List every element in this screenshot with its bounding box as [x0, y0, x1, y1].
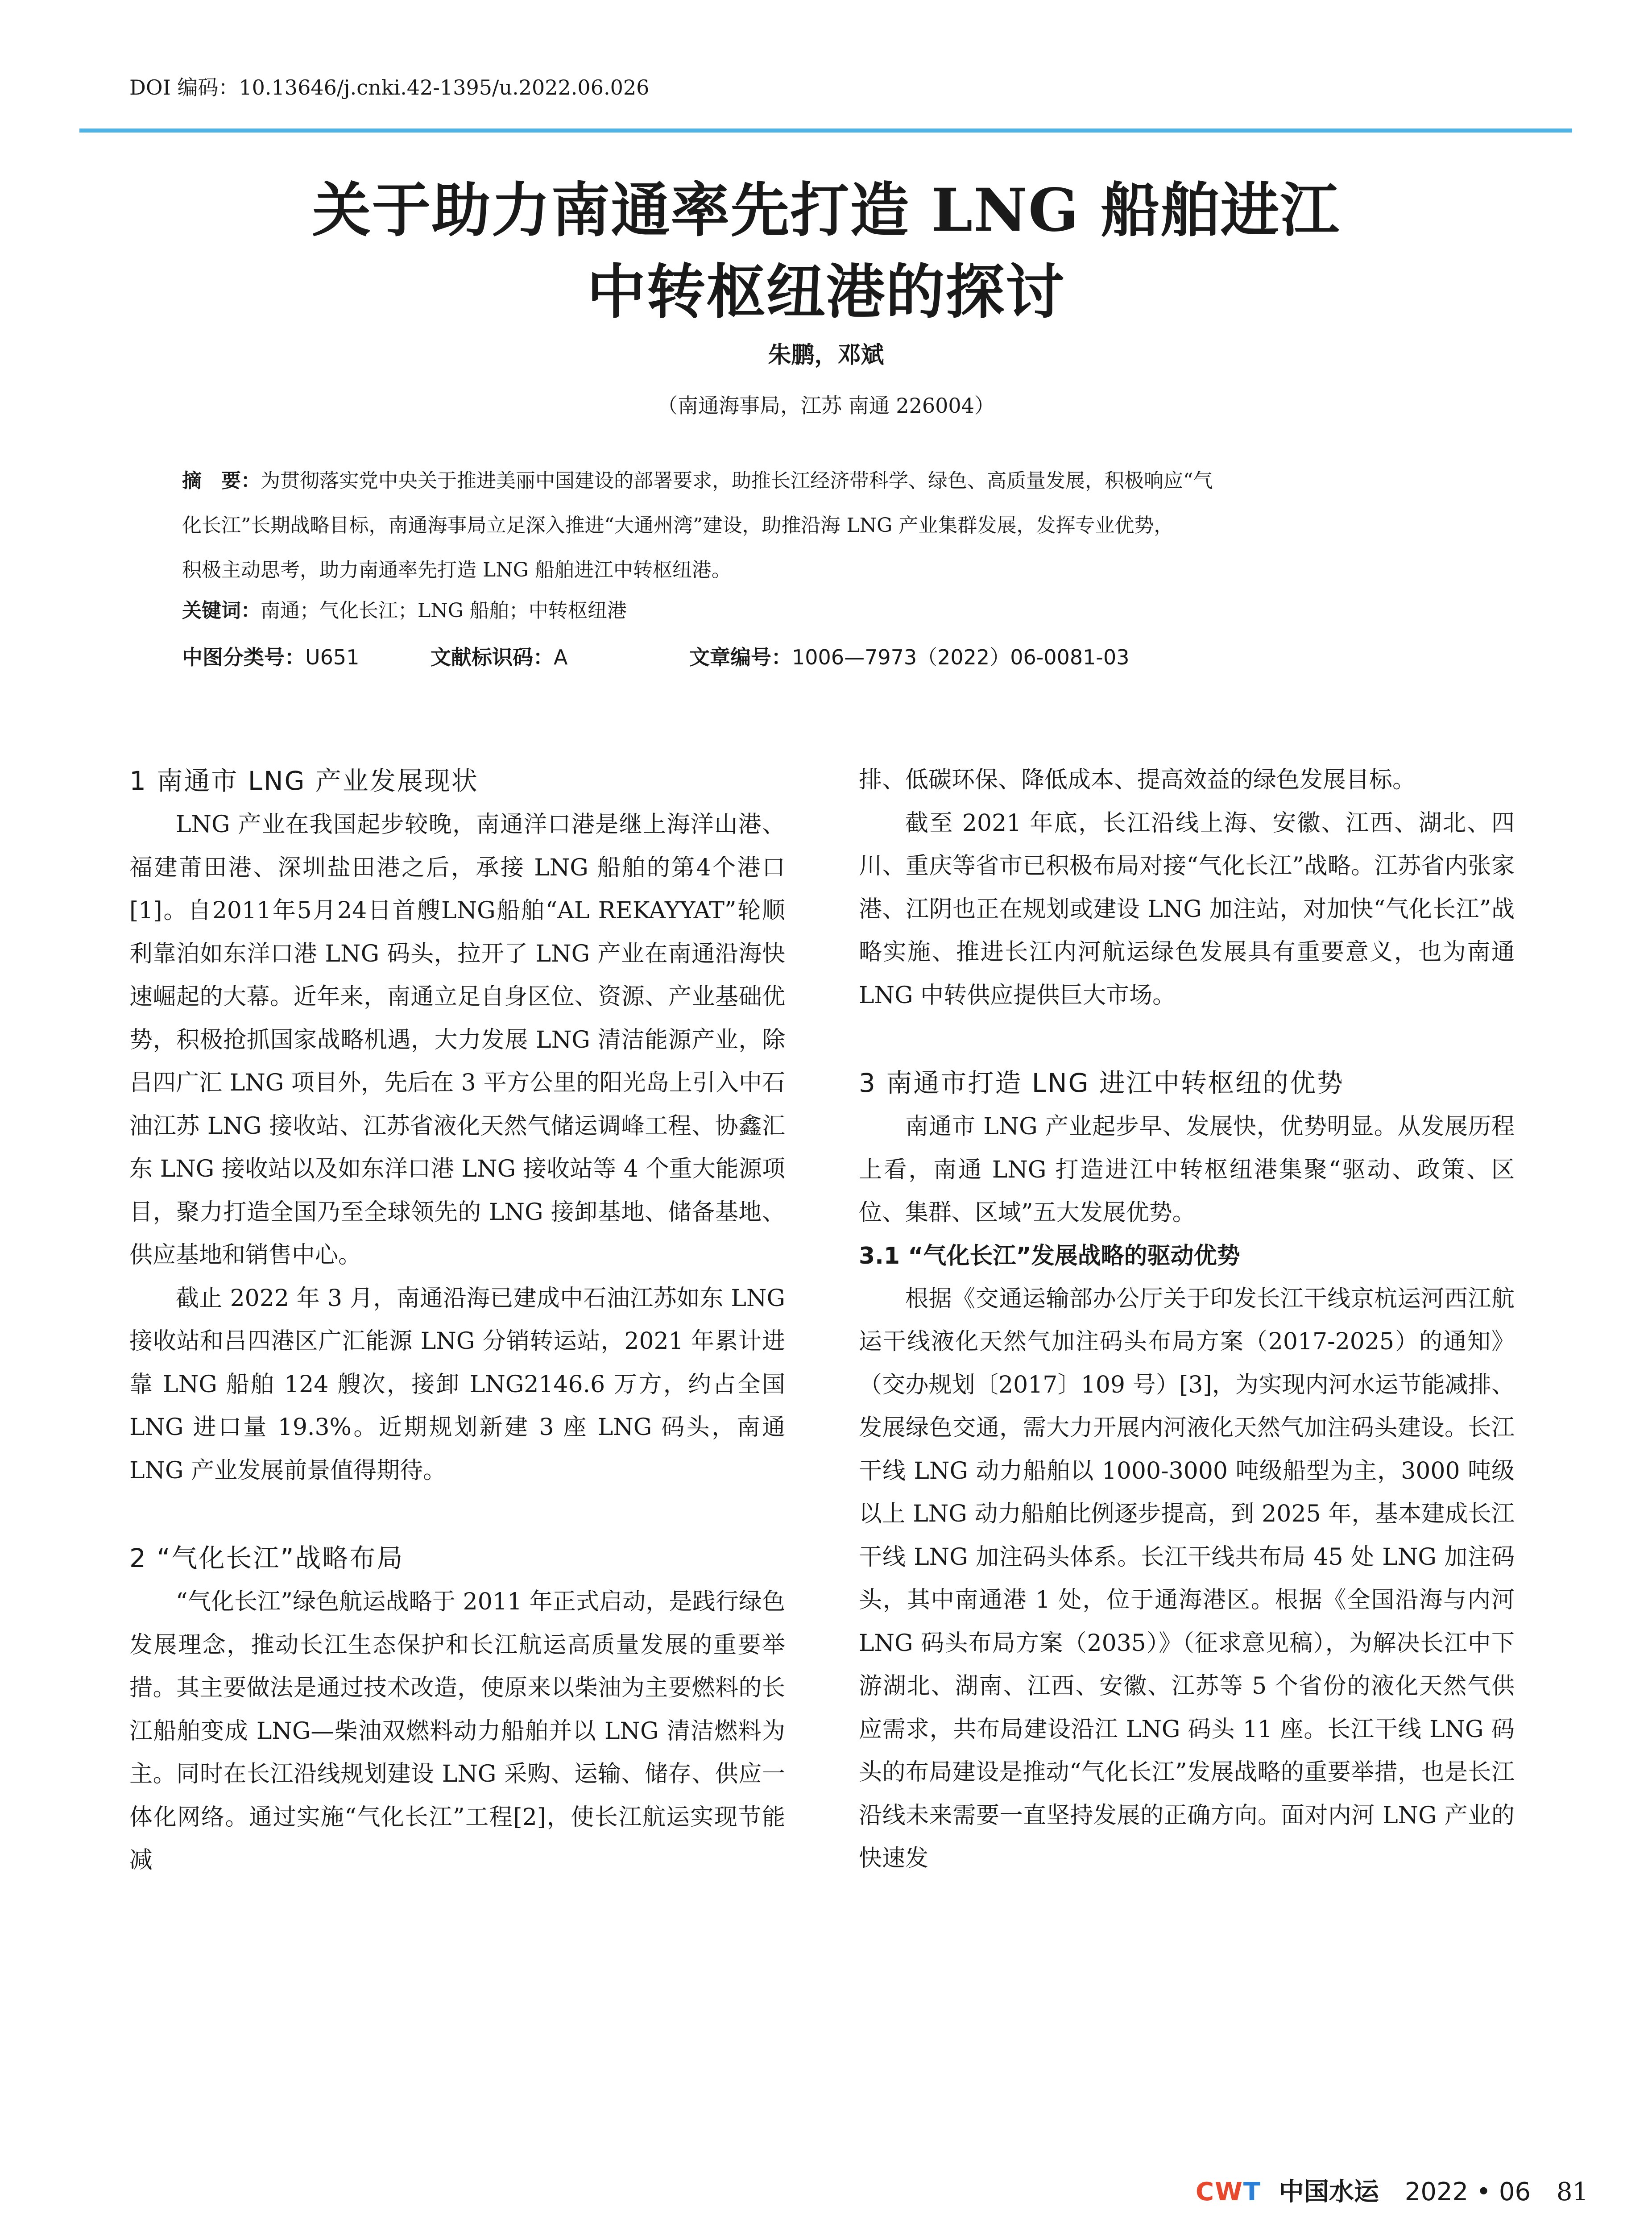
section-2-heading: 2 “气化长江”战略布局 [129, 1543, 404, 1573]
abstract-text-1: 为贯彻落实党中央关于推进美丽中国建设的部署要求，助推长江经济带科学、绿色、高质量发展，积极响应“气 [261, 469, 1213, 492]
abstract-label: 摘 要： [182, 469, 261, 492]
abstract-line2: 化长江”长期战略目标，南通海事局立足深入推进“大通州湾”建设，助推沿海 LNG 产业集群发展，发挥专业优势， [182, 514, 1174, 537]
clc-number: 中图分类号：U651 [182, 645, 360, 669]
affiliation: （南通海事局，江苏 南通 226004） [657, 394, 995, 418]
article-number: 文章编号：1006—7973（2022）06-0081-03 [689, 645, 1130, 669]
issue-number: 2022 • 06 [1404, 2177, 1531, 2206]
section-3-1-paragraph-1: 根据《交通运输部办公厅关于印发长江干线京杭运河西江航运干线液化天然气加注码头布局方案（2017-2025）的通知》（交办规划〔2017〕109 号）[3]，为实现内河水运节能减排、发展绿色交通，需大力开展内河液化天然气加注码头建设。长江干线 LNG 动力船舶以 1000-3000 吨级船型为主，3000 吨级以上 LNG 动力船舶比例逐步提高，到 2025 年，基本建成长江干线 LNG 加注码头体系。长江干线共布局 45 处 LNG 加注码头，其中南通港 1 处，位于通海港区。根据《全国沿海与内河 LNG 码头布局方案（2035）》（征求意见稿），为解决长江中下游湖北、湖南、江西、安徽、江苏等 5 个省份的液化天然气供应需求，共布局建设沿江 LNG 码头 11 座。长江干线 LNG 码头的布局建设是推动“气化长江”发展战略的重要举措，也是长江沿线未来需要一直坚持发展的正确方向。面对内河 LNG 产业的快速发 [859, 1285, 1515, 1872]
document-code: 文献标识码：A [431, 645, 568, 669]
section-3-paragraph-1: 南通市 LNG 产业起步早、发展快，优势明显。从发展历程上看，南通 LNG 打造进江中转枢纽港集聚“驱动、政策、区位、集群、区域”五大发展优势。 [859, 1113, 1515, 1226]
section-1-paragraph-2: 截止 2022 年 3 月，南通沿海已建成中石油江苏如东 LNG 接收站和吕四港区广汇能源 LNG 分销转运站，2021 年累计进靠 LNG 船舶 124 艘次，接卸 LNG2146.6 万方，约占全国 LNG 进口量 19.3%。近期规划新建 3 座 LNG 码头，南通 LNG 产业发展前景值得期待。 [129, 1285, 785, 1484]
page-number: 81 [1556, 2177, 1589, 2206]
doi-line: DOI 编码：10.13646/j.cnki.42-1395/u.2022.06.026 [129, 75, 650, 100]
section-2-continuation: 排、低碳环保、降低成本、提高效益的绿色发展目标。 [859, 767, 1416, 793]
paper-title-line1: 关于助力南通率先打造 LNG 船舶进江 [312, 176, 1340, 245]
header-rule [79, 129, 1572, 133]
abstract-line1 [182, 468, 1489, 494]
journal-name: 中国水运 [1279, 2177, 1379, 2206]
keywords-label: 关键词： [182, 599, 261, 622]
authors: 朱鹏，邓斌 [768, 342, 884, 369]
section-3-1-heading: 3.1 “气化长江”发展战略的驱动优势 [859, 1242, 1240, 1269]
section-3-heading: 3 南通市打造 LNG 进江中转枢纽的优势 [859, 1068, 1344, 1098]
keywords [182, 594, 627, 623]
section-2-paragraph-1: “气化长江”绿色航运战略于 2011 年正式启动，是践行绿色发展理念，推动长江生态保护和长江航运高质量发展的重要举措。其主要做法是通过技术改造，使原来以柴油为主要燃料的长江船舶变成 LNG—柴油双燃料动力船舶并以 LNG 清洁燃料为主。同时在长江沿线规划建设 LNG 采购、运输、储存、供应一体化网络。通过实施“气化长江”工程[2]，使长江航运实现节能减 [129, 1588, 785, 1874]
abstract-line3: 积极主动思考，助力南通率先打造 LNG 船舶进江中转枢纽港。 [182, 559, 731, 581]
keywords-text: 南通；气化长江；LNG 船舶；中转枢纽港 [261, 599, 627, 622]
section-1-heading: 1 南通市 LNG 产业发展现状 [129, 766, 479, 796]
section-1-paragraph-1: LNG 产业在我国起步较晚，南通洋口港是继上海洋山港、福建莆田港、深圳盐田港之后，承接 LNG 船舶的第4个港口[1]。自2011年5月24日首艘LNG船舶“AL REKAYYAT”轮顺利靠泊如东洋口港 LNG 码头，拉开了 LNG 产业在南通沿海快速崛起的大幕。近年来，南通立足自身区位、资源、产业基础优势，积极抢抓国家战略机遇，大力发展 LNG 清洁能源产业，除吕四广汇 LNG 项目外，先后在 3 平方公里的阳光岛上引入中石油江苏 LNG 接收站、江苏省液化天然气储运调峰工程、协鑫汇东 LNG 接收站以及如东洋口港 LNG 接收站等 4 个重大能源项目，聚力打造全国乃至全球领先的 LNG 接卸基地、储备基地、供应基地和销售中心。 [129, 811, 785, 1269]
section-2-paragraph-2: 截至 2021 年底，长江沿线上海、安徽、江西、湖北、四川、重庆等省市已积极布局对接“气化长江”战略。江苏省内张家港、江阴也正在规划或建设 LNG 加注站，对加快“气化长江”战略实施、推进长江内河航运绿色发展具有重要意义，也为南通 LNG 中转供应提供巨大市场。 [859, 809, 1515, 1009]
page-footer [1196, 2172, 1588, 2208]
left-column [129, 759, 785, 1882]
journal-logo: CWT [1196, 2177, 1262, 2206]
paper-title-line2: 中转枢纽港的探讨 [587, 257, 1065, 327]
right-column [859, 759, 1515, 1880]
